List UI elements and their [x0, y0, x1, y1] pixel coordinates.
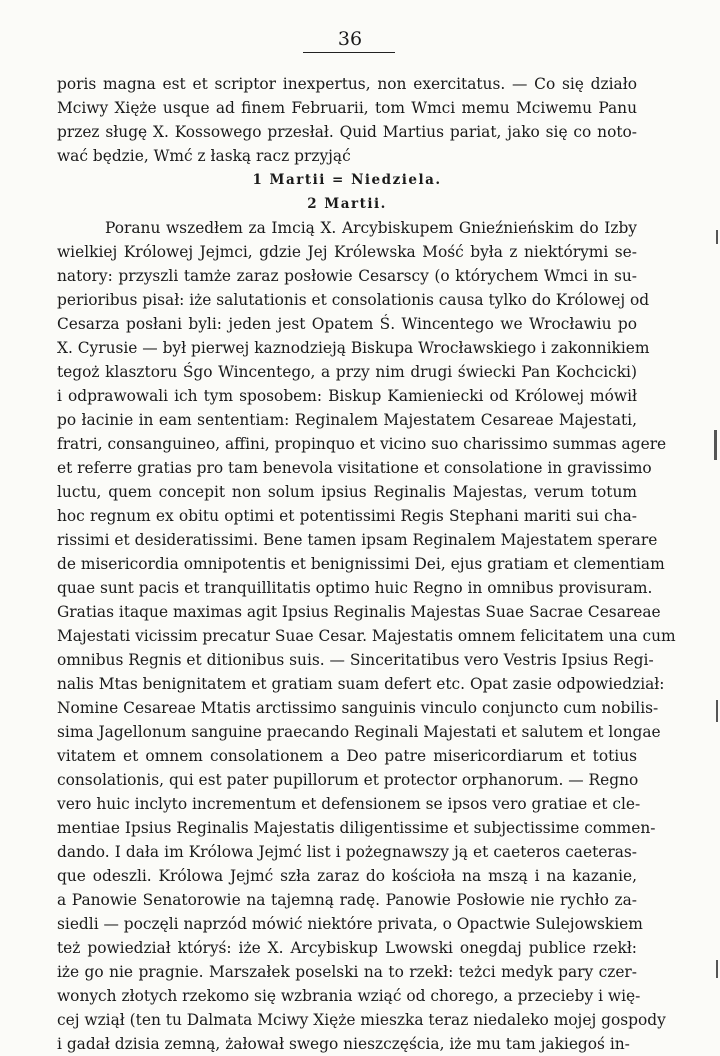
text-line: a Panowie Senatorowie na tajemną radę. Panowie Posłowie nie rychło za- [57, 891, 637, 909]
text-line: Gratias itaque maximas agit Ipsius Reginalis Majestas Suae Sacrae Cesareae [57, 603, 661, 621]
text-line: cej wziął (ten tu Dalmata Mciwy Xięże mieszka teraz niedaleko mojej gospody [57, 1011, 666, 1029]
text-line: vitatem et omnem consolationem a Deo patre misericordiarum et totius [57, 747, 637, 765]
text-line: hoc regnum ex obitu optimi et potentissimi Regis Stephani mariti sui cha- [57, 507, 637, 525]
text-line: iże go nie pragnie. Marszałek poselski na to rzekł: teżci medyk pary czer- [57, 963, 637, 981]
heading-date-1: 1 Martii = Niedziela. [252, 172, 442, 188]
scan-mark [716, 700, 718, 722]
text-line: poris magna est et scriptor inexpertus, non exercitatus. — Co się działo [57, 75, 637, 93]
text-line: Cesarza posłani byli: jeden jest Opatem Ś. Wincentego we Wrocławiu po [57, 315, 637, 333]
text-line: Nomine Cesareae Mtatis arctissimo sanguinis vinculo conjuncto cum nobilis- [57, 699, 659, 717]
scan-mark [716, 960, 718, 978]
text-line: przez sługę X. Kossowego przesłał. Quid Martius pariat, jako się co noto- [57, 123, 637, 141]
text-line: siedli — poczęli naprzód mówić niektóre privata, o Opactwie Sulejowskiem [57, 915, 643, 933]
text-line: i gadał dzisia zemną, żałował swego nieszczęścia, iże mu tam jakiegoś in- [57, 1035, 630, 1053]
page-number-rule [303, 52, 395, 53]
text-block [57, 72, 676, 1056]
paragraph-1 [57, 72, 637, 168]
text-line: et referre gratias pro tam benevola visitatione et consolatione in gravissimo [57, 459, 652, 477]
text-line: Majestati vicissim precatur Suae Cesar. Majestatis omnem felicitatem una cum [57, 627, 676, 645]
text-line: wielkiej Królowej Jejmci, gdzie Jej Królewska Mość była z niektórymi se- [57, 243, 637, 261]
text-line: dando. I dała im Królowa Jejmć list i pożegnawszy ją et caeteros caeteras- [57, 843, 637, 861]
paragraph-2 [57, 216, 676, 1056]
text-line: i odprawowali ich tym sposobem: Biskup Kamieniecki od Królowej mówił [57, 387, 637, 405]
text-line: vero huic inclyto incrementum et defensionem se ipsos vero gratiae et cle- [57, 795, 641, 813]
text-line: Poranu wszedłem za Imcią X. Arcybiskupem Gnieźnieńskim do Izby [105, 219, 637, 237]
text-line: fratri, consanguineo, affini, propinquo et vicino suo charissimo summas agere [57, 435, 667, 453]
text-line: rissimi et desideratissimi. Bene tamen ipsam Reginalem Majestatem sperare [57, 531, 658, 549]
heading-date-2: 2 Martii. [307, 196, 387, 212]
text-line: omnibus Regnis et ditionibus suis. — Sinceritatibus vero Vestris Ipsius Regi- [57, 651, 654, 669]
text-line: natory: przyszli tamże zaraz posłowie Cesarscy (o którychem Wmci in su- [57, 267, 637, 285]
scan-mark [716, 230, 718, 244]
page-number: 36 [337, 28, 363, 50]
text-line: de misericordia omnipotentis et benignissimi Dei, ejus gratiam et clementiam [57, 555, 665, 573]
text-line: sima Jagellonum sanguine praecando Reginali Majestati et salutem et longae [57, 723, 661, 741]
text-line: nalis Mtas benignitatem et gratiam suam defert etc. Opat zasie odpowiedział: [57, 675, 665, 693]
text-line: que odeszli. Królowa Jejmć szła zaraz do kościoła na mszą i na kazanie, [57, 867, 637, 885]
text-line: po łacinie in eam sententiam: Reginalem Majestatem Cesareae Majestati, [57, 411, 637, 429]
text-line: Mciwy Xięże usque ad finem Februarii, tom Wmci memu Mciwemu Panu [57, 99, 637, 117]
text-line: luctu, quem concepit non solum ipsius Reginalis Majestas, verum totum [57, 483, 637, 501]
text-line: consolationis, qui est pater pupillorum et protector orphanorum. — Regno [57, 771, 639, 789]
text-line: wać będzie, Wmć z łaską racz przyjąć [57, 147, 351, 165]
text-line: quae sunt pacis et tranquillitatis optimo huic Regno in omnibus provisuram. [57, 579, 653, 597]
text-line: perioribus pisał: iże salutationis et consolationis causa tylko do Królowej od [57, 291, 650, 309]
text-line: mentiae Ipsius Reginalis Majestatis diligentissime et subjectissime commen- [57, 819, 656, 837]
scan-mark [714, 430, 717, 460]
text-line: też powiedział któryś: iże X. Arcybiskup Lwowski onegdaj publice rzekł: [57, 939, 637, 957]
text-line: tegoż klasztoru Śgo Wincentego, a przy nim drugi świecki Pan Kochcicki) [57, 363, 637, 381]
text-line: wonych złotych rzekomo się wzbrania wziąć od chorego, a przecieby i wię- [57, 987, 641, 1005]
text-line: X. Cyrusie — był pierwej kaznodzieją Biskupa Wrocławskiego i zakonnikiem [57, 339, 650, 357]
